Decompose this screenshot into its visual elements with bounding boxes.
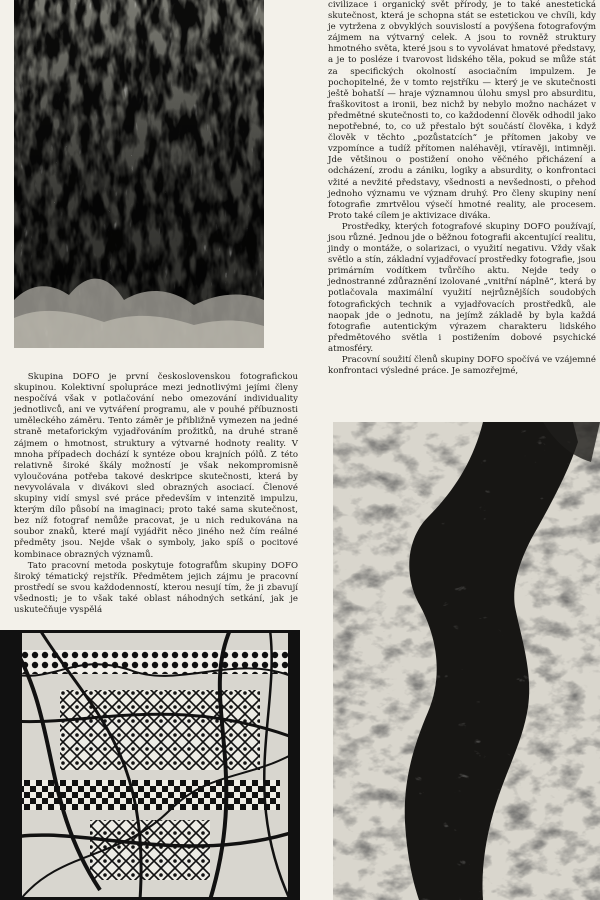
forest-photo-icon	[14, 0, 264, 348]
nude-photo	[333, 422, 600, 900]
left-paragraph-1: Skupina DOFO je první československou fotografickou skupinou. Kolektivní spolupráce mezi jednotlivými jejími členy nespočívá však v potlačování nebo omezování individuality jednotlivců, ani ve vytváření programu, ale v pouhé příbuznosti uměleckého záměru. Tento záměr je přibližně vymezen na jedné straně metaforickým vyjadřováním prožitků, na druhé straně zájmem o hmotnost, struktury a výtvarné hodnoty reality. V mnoha případech dochází k syntéze obou krajních pólů. Z této relativně široké škály možností je však nekompromisně vyloučována potřeba takové deskripce skutečnosti, která by nevyvolávala v divákovi sled obrazných asociací. Členové skupiny vidí smysl své práce především v intenzitě impulzu, kterým dílo působí na imaginaci; proto také sama skutečnost, bez níž fotograf nemůže pracovat, je u nich redukována na soubor znaků, které mají vyjádřit něco jiného než čím reálné předměty jsou. Nejde však o symboly, jako spíš o pocitové kombinace obrazných významů.	[14, 372, 298, 560]
right-paragraph-2: Prostředky, kterých fotografové skupiny DOFO používají, jsou různé. Jednou jde o běžnou fotografii akcentující realitu, jindy o montáže, o solarizaci, o využití negativu. Vždy však světlo a stín, základní vyjadřovací prostředky fotografie, jsou primárním vodítkem tvůrčího aktu. Nejde tedy o jednostranné zdůraznění izolované „vnitřní náplně“, která by potlačovala maximální využití nejrůznějších soudobých fotografických technik a vyjadřovacích prostředků, ale naopak jde o jednotu, na jejímž základě by byla každá fotografie autentickým výrazem charakteru lidského předmětového světla i postižením dobové psychické atmosféry.	[328, 221, 596, 354]
left-text-column	[14, 372, 298, 616]
right-text-column	[328, 0, 596, 377]
forest-photo	[14, 0, 264, 348]
pattern-photo-icon	[0, 630, 300, 900]
right-paragraph-3: Pracovní soužití členů skupiny DOFO spočívá ve vzájemné konfrontaci výsledné práce. Je samozřejmé,	[328, 355, 596, 377]
pattern-photo	[0, 630, 300, 900]
right-paragraph-1: civilizace i organický svět přírody, je to také anestetická skutečnost, která je schopna stát se estetickou ve chvíli, kdy je vytržena z obvyklých souvislostí a povýšena fotografovým zájmem na výtvarný celek. A jsou to rovněž struktury hmotného světa, které jsou s to vyvolávat hmatové představy, a je to posléze i tvarovost lidského těla, pokud se může stát za specifických okolností asociačním impulzem. Je pochopitelné, že v tomto rejstříku — který je ve skutečnosti ještě bohatší — hraje významnou úlohu smysl pro absurditu, fraškovitost a ironii, bez nichž by nebylo možno nacházet v předmětné skutečnosti to, co každodenní člověk odhodil jako nepotřebné, to, co už přestalo být součástí člověka, i když člověk v těchto „pozůstatcích“ je přítomen jakoby ve vzpomínce a tudíž přítomen naléhavěji, vtíravěji, intimněji. Jde většinou o postižení onoho věčného přicházení a odcházení, zrodu a zániku, logiky a absurdity, o konfrontaci vžité a nevžité představy, všednosti a nevšednosti, o přehod jednoho významu ve význam druhý. Pro členy skupiny není fotografie zmrtvělou výsečí hmotné reality, ale procesem. Proto také cílem je aktivizace diváka.	[328, 0, 596, 221]
nude-photo-icon	[333, 422, 600, 900]
left-paragraph-2: Tato pracovní metoda poskytuje fotografům skupiny DOFO široký tématický rejstřík. Předmětem jejich zájmu je pracovní prostředí se svou každodenností, kterou nesují tím, že ji zbavují všednosti; je to však také oblast náhodných setkání, jak je uskutečňuje vyspělá	[14, 560, 298, 615]
